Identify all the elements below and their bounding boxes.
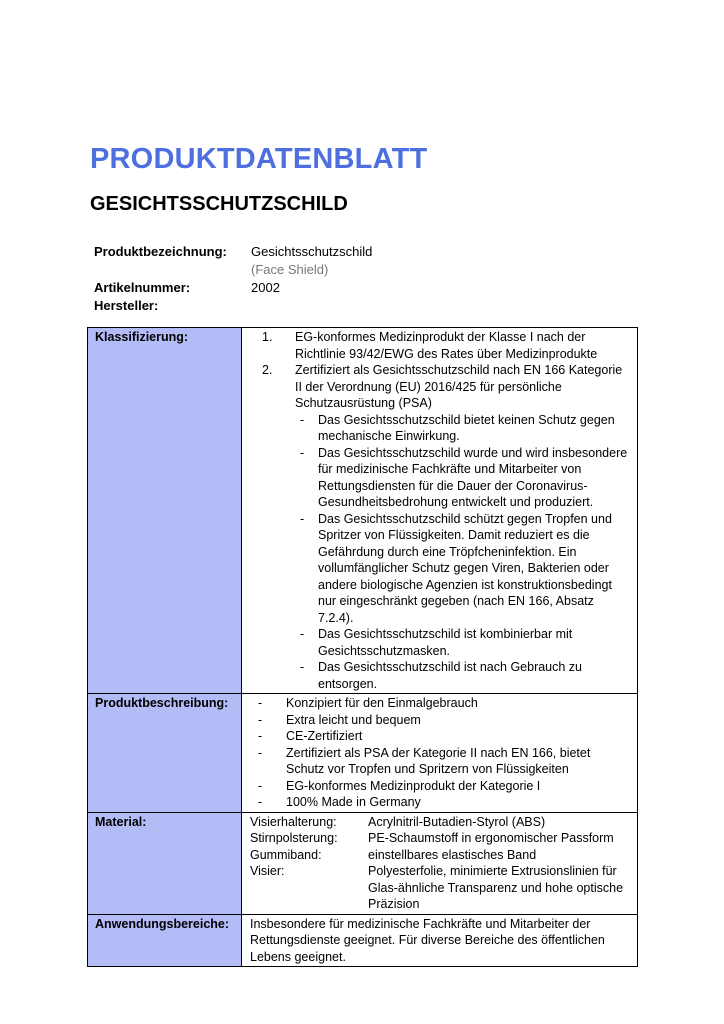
list-item xyxy=(300,412,631,445)
list-text: Das Gesichtsschutzschild wurde und wird insbesondere für medizinische Fachkräfte und Mitarbeiter von Rettungsdiensten für die Dauer der Coronavirus-Gesundheitsbedrohung entwickelt und produziert. xyxy=(318,445,628,509)
table-row-material xyxy=(88,812,638,914)
dash-marker: - xyxy=(258,778,263,793)
list-item xyxy=(258,745,631,778)
list-item xyxy=(258,728,631,745)
dash-marker: - xyxy=(300,627,305,641)
list-text: Das Gesichtsschutzschild ist nach Gebrauch zu entsorgen. xyxy=(318,660,583,691)
list-text: Das Gesichtsschutzschild schützt gegen Tropfen und Spritzer von Flüssigkeiten. Damit reduziert es die Gefährdung durch eine Tröpfcheninfektion. Ein vollumfänglicher Schutz gegen Viren, Bakterien oder andere biologische Agenzien ist konstruktionsbedingt nur eingeschränkt gegeben (nach EN 166, Absatz 7.2.4). xyxy=(318,511,612,625)
list-number: 1. xyxy=(262,330,273,344)
material-key: Visierhalterung: xyxy=(250,814,337,829)
dash-marker: - xyxy=(258,712,263,727)
dash-list xyxy=(250,412,631,693)
meta-row-hersteller xyxy=(94,297,614,315)
product-meta xyxy=(94,243,614,315)
list-item xyxy=(300,511,631,627)
document-subtitle: GESICHTSSCHUTZSCHILD xyxy=(90,193,348,215)
material-key: Visier: xyxy=(250,864,285,878)
material-row xyxy=(250,847,631,864)
material-key: Gummiband: xyxy=(250,847,322,862)
list-text: 100% Made in Germany xyxy=(286,795,421,809)
material-row xyxy=(250,863,631,913)
list-text: EG-konformes Medizinprodukt der Klasse I nach der Richtlinie 93/42/EWG des Rates über Medizinprodukte xyxy=(295,330,598,361)
list-item xyxy=(258,794,631,811)
row-value: Insbesondere für medizinische Fachkräfte und Mitarbeiter der Rettungsdienste geeignet. Für diverse Bereiche des öffentlichen Lebens geeignet. xyxy=(242,914,638,967)
row-label: Anwendungsbereiche: xyxy=(88,914,242,967)
numbered-list xyxy=(250,329,631,412)
list-item xyxy=(300,445,631,511)
table-row-anwendung xyxy=(88,914,638,967)
meta-row-bezeichnung xyxy=(94,243,614,279)
dash-marker: - xyxy=(258,729,263,743)
meta-label: Produktbezeichnung: xyxy=(94,244,227,259)
material-key: Stirnpolsterung: xyxy=(250,831,338,845)
list-text: Zertifiziert als Gesichtsschutzschild nach EN 166 Kategorie II der Verordnung (EU) 2016/425 für persönliche Schutzausrüstung (PSA) xyxy=(295,363,623,410)
material-value: PE-Schaumstoff in ergonomischer Passform xyxy=(368,831,614,845)
row-label: Klassifizierung: xyxy=(88,328,242,694)
row-label: Material: xyxy=(88,812,242,914)
list-item xyxy=(258,712,631,729)
spec-table xyxy=(87,327,638,967)
material-value: Acrylnitril-Butadien-Styrol (ABS) xyxy=(368,814,546,829)
row-label: Produktbeschreibung: xyxy=(88,694,242,813)
dash-marker: - xyxy=(300,511,305,526)
row-value xyxy=(242,812,638,914)
meta-value-group xyxy=(251,243,614,279)
row-value xyxy=(242,328,638,694)
list-item xyxy=(300,626,631,659)
meta-value: 2002 xyxy=(251,280,280,295)
list-item xyxy=(300,659,631,692)
list-text: Das Gesichtsschutzschild bietet keinen Schutz gegen mechanische Einwirkung. xyxy=(318,412,615,443)
list-item xyxy=(250,362,631,412)
table-row-klassifizierung xyxy=(88,328,638,694)
list-text: Konzipiert für den Einmalgebrauch xyxy=(286,696,478,710)
list-text: CE-Zertifiziert xyxy=(286,729,363,743)
dash-marker: - xyxy=(300,660,305,674)
dash-marker: - xyxy=(258,795,263,809)
meta-label: Artikelnummer: xyxy=(94,280,191,295)
meta-value xyxy=(251,297,614,315)
list-text: Das Gesichtsschutzschild ist kombinierbar mit Gesichtsschutzmasken. xyxy=(318,627,573,658)
material-value: einstellbares elastisches Band xyxy=(368,847,537,862)
document-title: PRODUKTDATENBLATT xyxy=(90,143,428,175)
dash-marker: - xyxy=(258,696,263,710)
list-text: EG-konformes Medizinprodukt der Kategorie I xyxy=(286,778,541,793)
list-number: 2. xyxy=(262,363,273,377)
material-row xyxy=(250,814,631,831)
meta-value: Gesichtsschutzschild xyxy=(251,244,373,259)
list-text: Zertifiziert als PSA der Kategorie II nach EN 166, bietet Schutz vor Tropfen und Spritzern von Flüssigkeiten xyxy=(286,745,591,776)
table-row-beschreibung xyxy=(88,694,638,813)
dash-list xyxy=(250,695,631,811)
list-item xyxy=(258,695,631,712)
meta-value-sub: (Face Shield) xyxy=(251,262,329,277)
list-text: Extra leicht und bequem xyxy=(286,712,421,727)
meta-row-artikel xyxy=(94,279,614,297)
dash-marker: - xyxy=(300,412,305,427)
row-value xyxy=(242,694,638,813)
list-item xyxy=(250,329,631,362)
material-value: Polyesterfolie, minimierte Extrusionslinien für Glas-ähnliche Transparenz und hohe optische Präzision xyxy=(368,864,624,911)
dash-marker: - xyxy=(300,445,305,460)
material-row xyxy=(250,830,631,847)
dash-marker: - xyxy=(258,745,263,760)
list-item xyxy=(258,778,631,795)
meta-label: Hersteller: xyxy=(94,298,159,313)
